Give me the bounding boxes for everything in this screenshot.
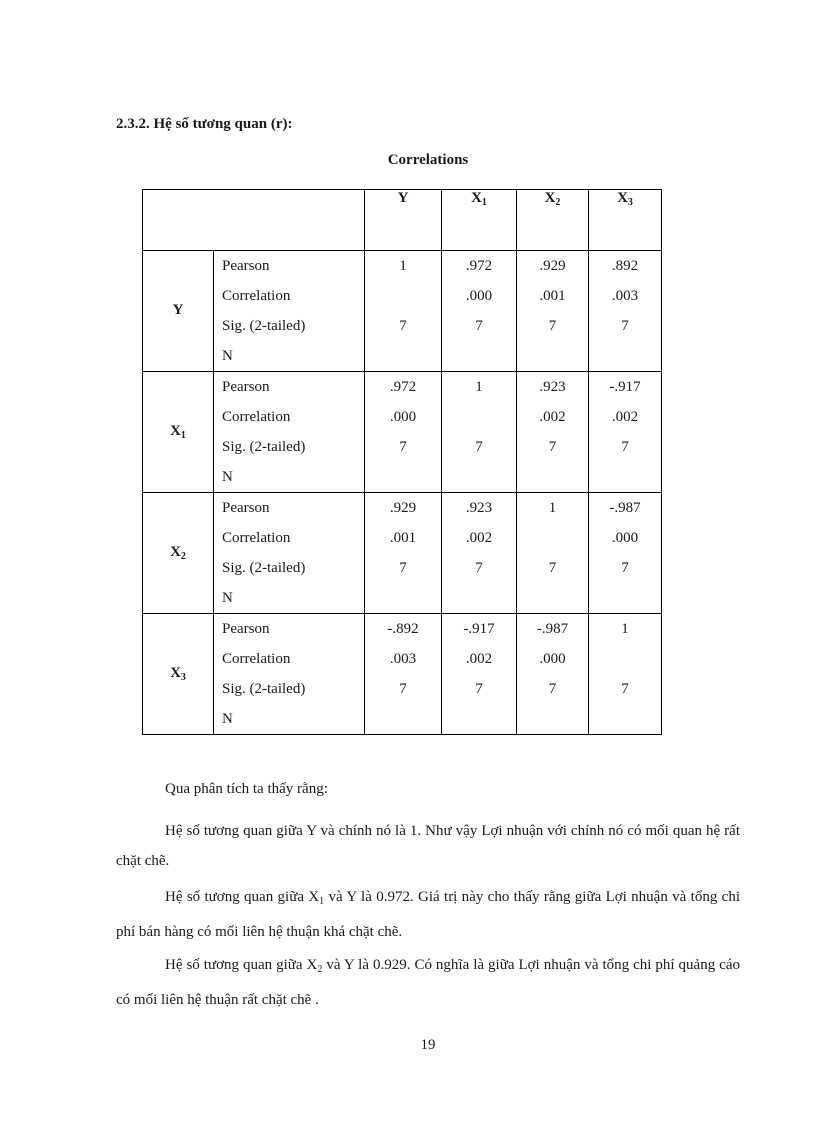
value-cell-x3-x3 xyxy=(589,614,662,735)
value-sig: .000 xyxy=(389,409,417,425)
value-sig xyxy=(589,644,661,674)
table-row-x2 xyxy=(143,493,662,614)
table-title: Correlations xyxy=(387,152,469,168)
value-cell-x2-y xyxy=(365,493,442,614)
value-sig: .002 xyxy=(465,530,493,546)
empty-header-cell xyxy=(143,190,365,251)
value-r: .972 xyxy=(465,258,493,274)
table-row-y xyxy=(143,251,662,372)
value-r: -.987 xyxy=(609,500,641,516)
cell-padding xyxy=(365,583,441,613)
stat-label: N xyxy=(222,348,233,364)
value-n: 7 xyxy=(475,318,483,334)
value-n: 7 xyxy=(475,681,483,697)
value-cell-y-y xyxy=(365,251,442,372)
value-r: -.917 xyxy=(463,621,495,637)
cell-padding xyxy=(517,704,588,734)
value-sig: .002 xyxy=(465,651,493,667)
cell-padding xyxy=(442,583,516,613)
row-label-x2: $X_2$ xyxy=(143,493,214,614)
value-sig: .000 xyxy=(465,288,493,304)
value-r: .923 xyxy=(539,379,566,395)
value-r: .929 xyxy=(539,258,566,274)
stat-label: Sig. (2-tailed) xyxy=(222,560,306,576)
row-label-x3: $X_3$ xyxy=(143,614,214,735)
value-n: 7 xyxy=(399,318,407,334)
cell-padding xyxy=(365,462,441,492)
value-cell-y-x1 xyxy=(442,251,517,372)
cell-padding xyxy=(442,462,516,492)
value-r: -.917 xyxy=(609,379,641,395)
stat-label: Pearson xyxy=(222,379,270,395)
stat-label: Pearson xyxy=(222,258,270,274)
stat-labels-cell xyxy=(214,372,365,493)
value-n: 7 xyxy=(621,560,629,576)
cell-padding xyxy=(517,341,588,371)
value-n: 7 xyxy=(475,439,483,455)
value-sig: .001 xyxy=(539,288,566,304)
value-n: 7 xyxy=(548,681,557,697)
stat-label: N xyxy=(222,469,233,485)
row-label-x1: $X_1$ xyxy=(143,372,214,493)
value-n: 7 xyxy=(621,681,629,697)
cell-padding xyxy=(365,341,441,371)
value-cell-y-x2 xyxy=(517,251,589,372)
value-r: .929 xyxy=(389,500,417,516)
value-sig xyxy=(517,523,588,553)
paragraph-x1-y: Hệ số tương quan giữa $X_1$ và Y là 0.972. Giá trị này cho thấy rằng giữa Lợi nhuận và tổng chi phí bán hàng có mối liên hệ thuận khá chặt chẽ. xyxy=(116,889,740,940)
value-cell-x3-y xyxy=(365,614,442,735)
stat-label: Sig. (2-tailed) xyxy=(222,681,306,697)
value-cell-y-x3 xyxy=(589,251,662,372)
value-cell-x1-x3 xyxy=(589,372,662,493)
value-cell-x1-y xyxy=(365,372,442,493)
value-cell-x3-x1 xyxy=(442,614,517,735)
stat-label: Pearson xyxy=(222,621,270,637)
value-sig: .002 xyxy=(539,409,566,425)
correlations-table xyxy=(142,189,662,735)
value-n: 7 xyxy=(399,439,407,455)
value-n: 7 xyxy=(621,439,629,455)
cell-padding xyxy=(589,704,661,734)
stat-label: Sig. (2-tailed) xyxy=(222,318,306,334)
col-header-x1: $X_1$ xyxy=(442,190,517,251)
cell-padding xyxy=(589,583,661,613)
value-n: 7 xyxy=(548,439,557,455)
value-r: 1 xyxy=(548,500,557,516)
paragraph-y-self: Hệ số tương quan giữa Y và chính nó là 1. Như vậy Lợi nhuận với chính nó có mối quan hệ rất chặt chẽ. xyxy=(116,823,740,869)
value-sig: .000 xyxy=(611,530,639,546)
stat-label: Correlation xyxy=(222,651,291,667)
value-sig: .003 xyxy=(389,651,417,667)
stat-labels-cell xyxy=(214,251,365,372)
value-r: -.892 xyxy=(387,621,419,637)
cell-padding xyxy=(442,704,516,734)
value-sig: .001 xyxy=(389,530,417,546)
stat-label: Correlation xyxy=(222,288,291,304)
paragraph-x2-y: Hệ số tương quan giữa $X_2$ và Y là 0.929. Có nghĩa là giữa Lợi nhuận và tổng chi phí quảng cáo có mối liên hệ thuận rất chặt chẽ . xyxy=(116,957,740,1008)
value-r: 1 xyxy=(399,258,407,274)
value-r: 1 xyxy=(621,621,629,637)
value-sig: .000 xyxy=(539,651,566,667)
paragraph-intro: Qua phân tích ta thấy rằng: xyxy=(165,781,328,797)
stat-label: N xyxy=(222,711,233,727)
stat-label: N xyxy=(222,590,233,606)
value-r: .892 xyxy=(611,258,639,274)
value-sig xyxy=(442,402,516,432)
cell-padding xyxy=(589,341,661,371)
col-header-x2: $X_2$ xyxy=(517,190,589,251)
value-n: 7 xyxy=(548,560,557,576)
value-r: -.987 xyxy=(536,621,569,637)
value-n: 7 xyxy=(621,318,629,334)
stat-label: Sig. (2-tailed) xyxy=(222,439,306,455)
cell-padding xyxy=(517,462,588,492)
value-r: 1 xyxy=(475,379,483,395)
value-cell-x2-x1 xyxy=(442,493,517,614)
table-row-x3 xyxy=(143,614,662,735)
col-header-y: Y xyxy=(365,190,442,251)
value-cell-x2-x2 xyxy=(517,493,589,614)
table-row-x1 xyxy=(143,372,662,493)
stat-label: Correlation xyxy=(222,409,291,425)
value-sig: .003 xyxy=(611,288,639,304)
value-n: 7 xyxy=(399,681,407,697)
stat-label: Pearson xyxy=(222,500,270,516)
value-cell-x1-x1 xyxy=(442,372,517,493)
value-r: .972 xyxy=(389,379,417,395)
cell-padding xyxy=(589,462,661,492)
value-sig xyxy=(365,281,441,311)
row-label-y: Y xyxy=(143,251,214,372)
value-cell-x3-x2 xyxy=(517,614,589,735)
cell-padding xyxy=(365,704,441,734)
stat-labels-cell xyxy=(214,493,365,614)
value-r: .923 xyxy=(465,500,493,516)
stat-labels-cell xyxy=(214,614,365,735)
value-cell-x2-x3 xyxy=(589,493,662,614)
page-number: 19 xyxy=(420,1037,436,1053)
col-header-x3: $X_3$ xyxy=(589,190,662,251)
section-heading: 2.3.2. Hệ số tương quan (r): xyxy=(116,116,293,132)
value-cell-x1-x2 xyxy=(517,372,589,493)
cell-padding xyxy=(442,341,516,371)
stat-label: Correlation xyxy=(222,530,291,546)
header-row xyxy=(143,190,662,251)
value-n: 7 xyxy=(399,560,407,576)
value-n: 7 xyxy=(548,318,557,334)
cell-padding xyxy=(517,583,588,613)
value-n: 7 xyxy=(475,560,483,576)
value-sig: .002 xyxy=(611,409,639,425)
